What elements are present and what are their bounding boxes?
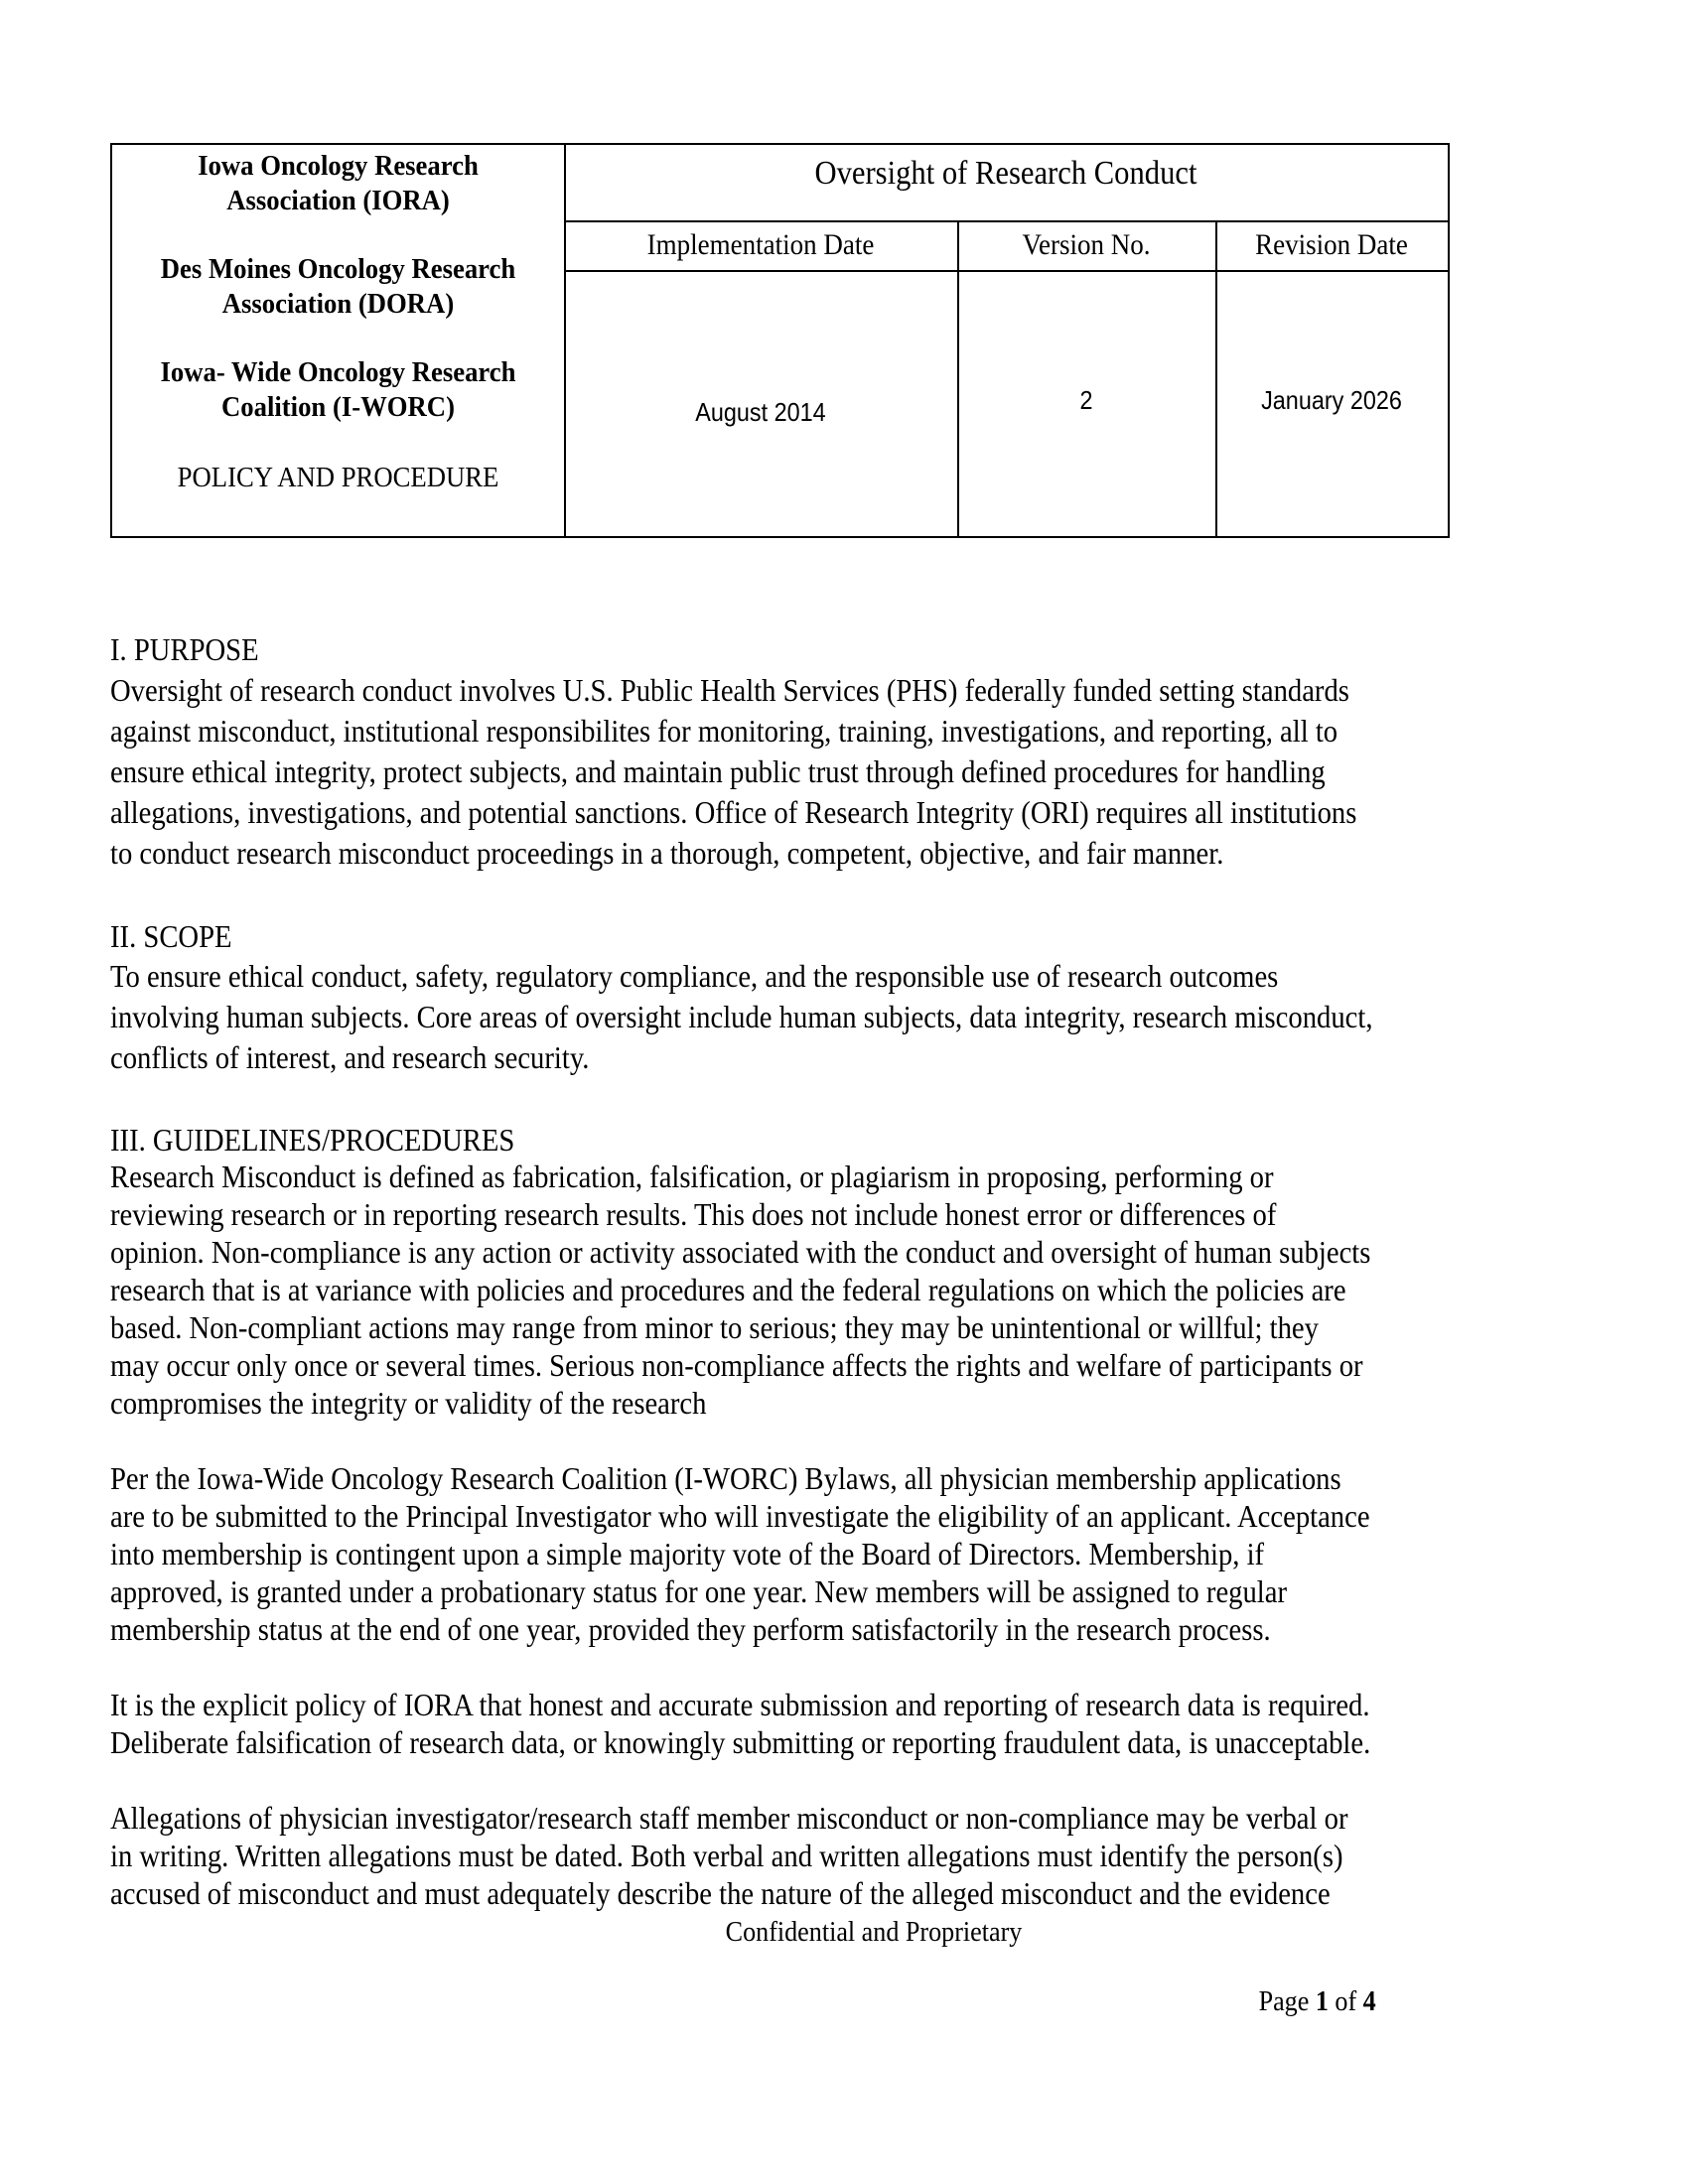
text-line: It is the explicit policy of IORA that honest and accurate submission and reporting of research data is required. bbox=[110, 1687, 1370, 1722]
divider bbox=[564, 220, 1448, 222]
page-current: 1 bbox=[1315, 1985, 1329, 2017]
org-line: Des Moines Oncology Research bbox=[160, 253, 516, 285]
revision-date-value: January 2026 bbox=[1261, 385, 1402, 415]
text-line: reviewing research or in reporting research results. This does not include honest error or differences of bbox=[110, 1196, 1277, 1232]
divider bbox=[564, 145, 566, 536]
divider bbox=[1215, 220, 1217, 536]
text-line: based. Non-compliant actions may range from minor to serious; they may be unintentional or willful; they bbox=[110, 1309, 1319, 1345]
version-value: 2 bbox=[1079, 385, 1093, 415]
text-line: Allegations of physician investigator/research staff member misconduct or non-compliance may be verbal or bbox=[110, 1800, 1348, 1836]
text-line: Per the Iowa-Wide Oncology Research Coalition (I-WORC) Bylaws, all physician membership applications bbox=[110, 1460, 1341, 1496]
document-title: Oversight of Research Conduct bbox=[814, 155, 1197, 192]
text-line: opinion. Non-compliance is any action or activity associated with the conduct and oversight of human subjects bbox=[110, 1234, 1371, 1270]
text-line: Deliberate falsification of research data, or knowingly submitting or reporting fraudulent data, is unacceptable. bbox=[110, 1724, 1371, 1760]
policy-label: POLICY AND PROCEDURE bbox=[177, 462, 499, 493]
text-line: ensure ethical integrity, protect subjects, and maintain public trust through defined procedures for handling bbox=[110, 753, 1326, 789]
org-line: Coalition (I-WORC) bbox=[221, 391, 455, 423]
org-iora bbox=[130, 149, 546, 218]
org-line: Iowa- Wide Oncology Research bbox=[160, 356, 516, 388]
column-header-implementation-date: Implementation Date bbox=[646, 228, 875, 261]
text-line: allegations, investigations, and potential sanctions. Office of Research Integrity (ORI) requires all institutions bbox=[110, 794, 1357, 830]
org-dora bbox=[130, 252, 546, 322]
column-header-revision-date: Revision Date bbox=[1255, 228, 1408, 261]
confidential-footer: Confidential and Proprietary bbox=[725, 1916, 1023, 1948]
text-line: To ensure ethical conduct, safety, regulatory compliance, and the responsible use of research outcomes bbox=[110, 958, 1279, 994]
org-iworc bbox=[130, 355, 546, 425]
implementation-date-value: August 2014 bbox=[695, 397, 826, 427]
page-prefix: Page bbox=[1258, 1985, 1310, 2017]
text-line: are to be submitted to the Principal Investigator who will investigate the eligibility of an applicant. Acceptance bbox=[110, 1498, 1370, 1534]
org-line: Association (IORA) bbox=[226, 185, 450, 216]
page-number bbox=[1259, 1985, 1376, 2018]
text-line: membership status at the end of one year, provided they perform satisfactorily in the research process. bbox=[110, 1611, 1271, 1647]
text-line: approved, is granted under a probationary status for one year. New members will be assigned to regular bbox=[110, 1573, 1288, 1609]
text-line: involving human subjects. Core areas of oversight include human subjects, data integrity, research misconduct, bbox=[110, 999, 1373, 1034]
divider bbox=[957, 220, 959, 536]
text-line: compromises the integrity or validity of the research bbox=[110, 1385, 707, 1421]
text-line: accused of misconduct and must adequately describe the nature of the alleged misconduct and the evidence bbox=[110, 1875, 1331, 1911]
divider bbox=[564, 270, 1448, 272]
text-line: Oversight of research conduct involves U.S. Public Health Services (PHS) federally funded setting standards bbox=[110, 672, 1349, 708]
org-line: Iowa Oncology Research bbox=[198, 150, 479, 182]
text-line: in writing. Written allegations must be dated. Both verbal and written allegations must identify the person(s) bbox=[110, 1838, 1343, 1873]
column-header-version: Version No. bbox=[1022, 228, 1151, 261]
section-heading: I. PURPOSE bbox=[110, 631, 259, 667]
section-heading: III. GUIDELINES/PROCEDURES bbox=[110, 1122, 515, 1158]
document-header-table bbox=[110, 143, 1450, 538]
text-line: into membership is contingent upon a simple majority vote of the Board of Directors. Membership, if bbox=[110, 1536, 1265, 1571]
org-line: Association (DORA) bbox=[221, 288, 455, 320]
text-line: Research Misconduct is defined as fabrication, falsification, or plagiarism in proposing, performing or bbox=[110, 1159, 1274, 1194]
section-heading: II. SCOPE bbox=[110, 918, 232, 954]
page-total: 4 bbox=[1362, 1985, 1376, 2017]
text-line: against misconduct, institutional responsibilites for monitoring, training, investigations, and reporting, all to bbox=[110, 713, 1338, 749]
page-of: of bbox=[1335, 1985, 1357, 2017]
text-line: may occur only once or several times. Serious non-compliance affects the rights and welfare of participants or bbox=[110, 1347, 1363, 1383]
text-line: conflicts of interest, and research security. bbox=[110, 1039, 590, 1075]
text-line: research that is at variance with policies and procedures and the federal regulations on which the policies are bbox=[110, 1272, 1346, 1307]
text-line: to conduct research misconduct proceedings in a thorough, competent, objective, and fair manner. bbox=[110, 835, 1224, 871]
